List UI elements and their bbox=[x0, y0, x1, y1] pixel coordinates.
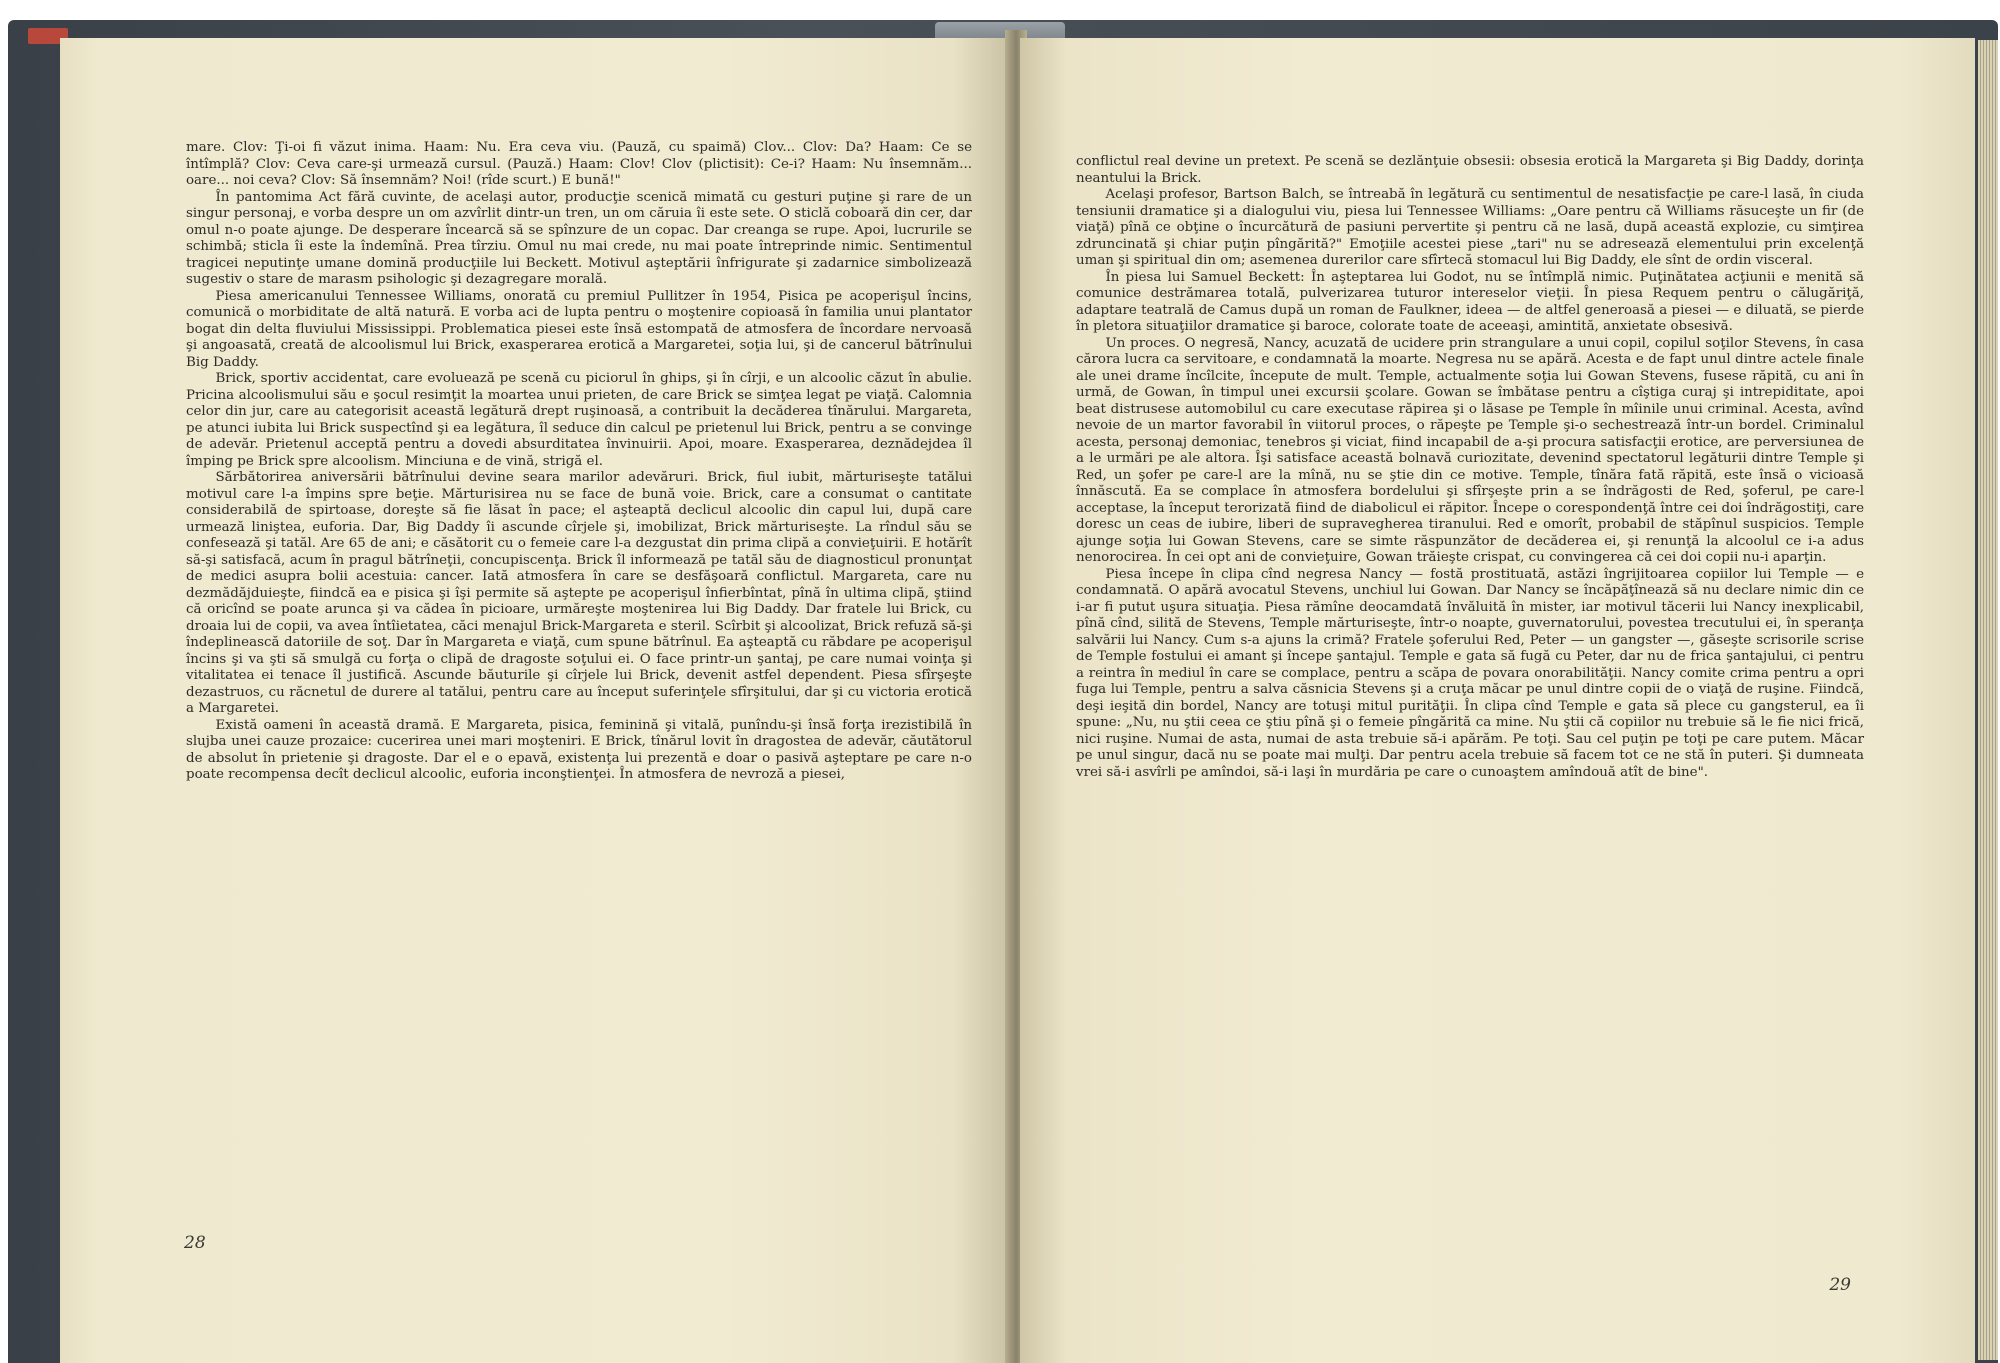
paragraph: În piesa lui Samuel Beckett: În aşteptarea lui Godot, nu se întîmplă nimic. Puţinătatea acţiunii e menită să comunice destrămarea totală, pulverizarea tuturor intereselor vieţii. În piesa Requem pentru o călugăriţă, adaptare teatrală de Camus după un roman de Faulkner, ideea — de altfel generoasă a piesei — e diluată, se pierde în pletora situaţiilor dramatice şi baroce, colorate toate de aceeaşi, amintită, anxietate obsesivă. bbox=[1076, 269, 1864, 334]
paragraph: conflictul real devine un pretext. Pe scenă se dezlănţuie obsesii: obsesia erotică la Margareta şi Big Daddy, dorinţa neantului la Brick. bbox=[1076, 154, 1864, 186]
paragraph: În pantomima Act fără cuvinte, de acelaşi autor, producţie scenică mimată cu gesturi puţine şi rare de un singur personaj, e vorba despre un om azvîrlit dintr-un tren, un om căruia îi este sete. O sticlă coboară din cer, dar omul n-o poate ajunge. De desperare încearcă să se spînzure de un copac. Dar creanga se rupe. Apoi, lucrurile se schimbă; sticla îi este la îndemînă. Prea tîrziu. Omul nu mai crede, nu mai poate întreprinde nimic. Sentimentul tragicei neputinţe umane domină producţiile lui Beckett. Motivul aşteptării înfrigurate şi zadarnice simbolizează sugestiv o stare de marasm psihologic şi dezagregare morală. bbox=[186, 189, 972, 287]
right-page bbox=[1020, 38, 1975, 1363]
paragraph: Există oameni în această dramă. E Margareta, pisica, feminină şi vitală, punîndu-şi însă forţa irezistibilă în slujba unei cauze prozaice: cucerirea unei mari moşteniri. E Brick, tînărul lovit în dragostea de adevăr, căutătorul de absolut în prietenie şi dragoste. Dar el e o epavă, existenţa lui prezentă e doar o pasivă aşteptare pe care n-o poate recompensa decît declicul alcoolic, euforia inconştienţei. În atmosfera de nevroză a piesei, bbox=[186, 717, 972, 782]
left-page bbox=[60, 38, 1010, 1363]
left-page-text bbox=[186, 140, 972, 784]
paragraph: Un proces. O negresă, Nancy, acuzată de ucidere prin strangulare a unui copil, copilul soţilor Stevens, în casa cărora lucra ca servitoare, e condamnată la moarte. Negresa nu se apără. Acesta e de fapt unul dintre actele finale ale unei drame încîlcite, începute de mult. Temple, actualmente soţia lui Gowan Stevens, fusese răpită, cu ani în urmă, de Gowan, în timpul unei excursii şcolare. Gowan se îmbătase pentru a cîştiga curaj şi intrepiditate, apoi beat distrusese automobilul cu care executase răpirea şi o lăsase pe Temple în mîinile unui criminal. Acesta, avînd nevoie de un martor favorabil în viitorul proces, o răpeşte pe Temple şi-o sechestrează într-un bordel. Criminalul acesta, personaj demoniac, tenebros şi viciat, fiind incapabil de a-şi procura satisfacţii erotice, are perversiunea de a le urmări pe ale altora. Îşi satisface această bolnavă curiozitate, devenind spectatorul legăturii dintre Temple şi Red, un şofer pe care-l are la mînă, nu se ştie din ce motive. Temple, tînăra fată răpită, este însă o vicioasă înnăscută. Ea se complace în atmosfera bordelului şi sfîrşeşte prin a se îndrăgosti de Red, şoferul, pe care-l acceptase, la început terorizată fiind de diabolicul ei răpitor. Începe o corespondenţă între cei doi îndrăgostiţi, care doresc un ceas de iubire, liberi de supravegherea tiranului. Red e omorît, probabil de stăpînul suspicios. Temple ajunge soţia lui Gowan Stevens, care se simte răspunzător de decăderea ei, şi renunţă la alcoolul ce i-a adus nenorocirea. În cei opt ani de convieţuire, Gowan trăieşte crispat, cu convingerea că cei doi copii nu-i aparţin. bbox=[1076, 335, 1864, 565]
page-number: 28 bbox=[184, 1233, 206, 1253]
page-number: 29 bbox=[1829, 1275, 1851, 1295]
right-page-text bbox=[1076, 154, 1864, 781]
paragraph: Piesa americanului Tennessee Williams, onorată cu premiul Pullitzer în 1954, Pisica pe acoperişul încins, comunică o morbiditate de altă natură. E vorba aci de lupta pentru o moştenire copioasă în familia unui plantator bogat din delta fluviului Mississippi. Problematica piesei este însă estompată de atmosfera de încordare nervoasă şi angoasată, creată de alcoolismul lui Brick, exasperarea erotică a Margaretei, soţia lui, şi de cancerul bătrînului Big Daddy. bbox=[186, 288, 972, 370]
paragraph: Piesa începe în clipa cînd negresa Nancy — fostă prostituată, astăzi îngrijitoarea copiilor lui Temple — e condamnată. O apără avocatul Stevens, unchiul lui Gowan. Dar Nancy se încăpăţînează să nu declare nimic din ce i-ar fi putut uşura situaţia. Piesa rămîne deocamdată învăluită în mister, iar motivul tăcerii lui Nancy inexplicabil, pînă cînd, silită de Stevens, Temple mărturiseşte, într-o noapte, guvernatorului, povestea trecutului ei, în speranţa salvării lui Nancy. Cum s-a ajuns la crimă? Fratele şoferului Red, Peter — un gangster —, găseşte scrisorile scrise de Temple fostului ei amant şi începe şantajul. Temple e gata să fugă cu Peter, dar nu de frica şantajului, ci pentru a reintra în mediul în care se complace, pentru a scăpa de povara onorabilităţii. Nancy comite crima pentru a opri fuga lui Temple, pentru a salva căsnicia Stevens şi a cruţa măcar pe unul dintre copii de o viaţă de ruşine. Fiindcă, deşi ieşită din bordel, Nancy are totuşi mitul purităţii. În clipa cînd Temple e gata să plece cu gangsterul, ea îi spune: „Nu, nu ştii ceea ce ştiu pînă şi o femeie pîngărită ca mine. Nu ştii că copiilor nu trebuie să le fie nici frică, nici ruşine. Numai de asta, numai de asta trebuie să-i apărăm. Pe toţi. Sau cel puţin pe toţi pe care putem. Măcar pe unul singur, dacă nu se poate mai mulţi. Dar pentru acela trebuie să facem tot ce ne stă în puteri. Şi dumneata vrei să-i asvîrli pe amîndoi, să-i laşi în murdăria pe care o cunoaştem amîndouă atît de bine". bbox=[1076, 566, 1864, 780]
page-edges bbox=[1978, 40, 1998, 1360]
paragraph: Sărbătorirea aniversării bătrînului devine seara marilor adevăruri. Brick, fiul iubit, mărturiseşte tatălui motivul care l-a împins spre beţie. Mărturisirea nu se face de bună voie. Brick, care a consumat o cantitate considerabilă de spirtoase, doreşte să fie lăsat în pace; el aşteaptă declicul alcoolic din capul lui, după care urmează liniştea, euforia. Dar, Big Daddy îi ascunde cîrjele şi, imobilizat, Brick mărturiseşte. La rîndul său se confesează şi tatăl. Are 65 de ani; e căsătorit cu o femeie care l-a dezgustat din prima clipă a convieţuirii. E hotărît să-şi satisfacă, acum în pragul bătrîneţii, concupiscenţa. Brick îl informează pe tatăl său de diagnosticul pronunţat de medici asupra bolii acestuia: cancer. Iată atmosfera în care se desfăşoară conflictul. Margareta, care nu dezmădăjduieşte, fiindcă ea e pisica şi îşi permite să aştepte pe acoperişul înfierbîntat, pînă în ultima clipă, ştiind că oricînd se poate arunca şi va cădea în picioare, urmăreşte moştenirea lui Big Daddy. Dar fratele lui Brick, cu droaia lui de copii, va avea întîietatea, căci menajul Brick-Margareta e steril. Scîrbit şi alcoolizat, Brick refuză să-şi îndeplinească datoriile de soţ. Dar în Margareta e viaţă, cum spune bătrînul. Ea aşteaptă cu răbdare pe acoperişul încins şi va şti să smulgă cu forţa o clipă de dragoste soţului ei. O face printr-un şantaj, pe care numai voinţa şi vitalitatea ei tenace îl justifică. Ascunde băuturile şi cîrjele lui Brick, devenit astfel dependent. Piesa sfîrşeşte dezastruos, cu răcnetul de durere al tatălui, pentru care au început suferinţele sfîrşitului, dar şi cu victoria erotică a Margaretei. bbox=[186, 470, 972, 716]
paragraph: mare. Clov: Ţi-oi fi văzut inima. Haam: Nu. Era ceva viu. (Pauză, cu spaimă) Clov... Clov: Da? Haam: Ce se întîmplă? Clov: Ceva care-şi urmează cursul. (Pauză.) Haam: Clov! Clov (plictisit): Ce-i? Haam: Nu însemnăm... oare... noi ceva? Clov: Să însemnăm? Noi! (rîde scurt.) E bună!" bbox=[186, 140, 972, 188]
paragraph: Acelaşi profesor, Bartson Balch, se întreabă în legătură cu sentimentul de nesatisfacţie pe care-l lasă, în ciuda tensiunii dramatice şi a dialogului viu, piesa lui Tennessee Williams: „Oare pentru că Williams răsuceşte un fir (de viaţă) pînă ce obţine o încurcătură de pasiuni pervertite şi pentru că ne lasă, după această explozie, cu simţirea zdruncinată şi chiar puţin pîngărită?" Emoţiile acestei piese „tari" nu se adresează elementului prin excelenţă uman şi spiritual din om; asemenea durerilor care sfîrtecă stomacul lui Big Daddy, ele sînt de ordin visceral. bbox=[1076, 187, 1864, 268]
paragraph: Brick, sportiv accidentat, care evoluează pe scenă cu piciorul în ghips, şi în cîrji, e un alcoolic căzut în abulie. Pricina alcoolismului său e şocul resimţit la moartea unui prieten, de care Brick se simţea legat pe viaţă. Calomnia celor din jur, care au categorisit această legătură drept ruşinoasă, a contribuit la decăderea tînărului. Margareta, pe atunci iubita lui Brick suspectînd şi ea legătura, îl seduce din calcul pe prietenul lui Brick, pentru a se convinge de adevăr. Prietenul acceptă pentru a dovedi absurditatea învinuirii. Apoi, moare. Exasperarea, deznădejdea îl împing pe Brick spre alcoolism. Minciuna e de vină, strigă el. bbox=[186, 371, 972, 469]
